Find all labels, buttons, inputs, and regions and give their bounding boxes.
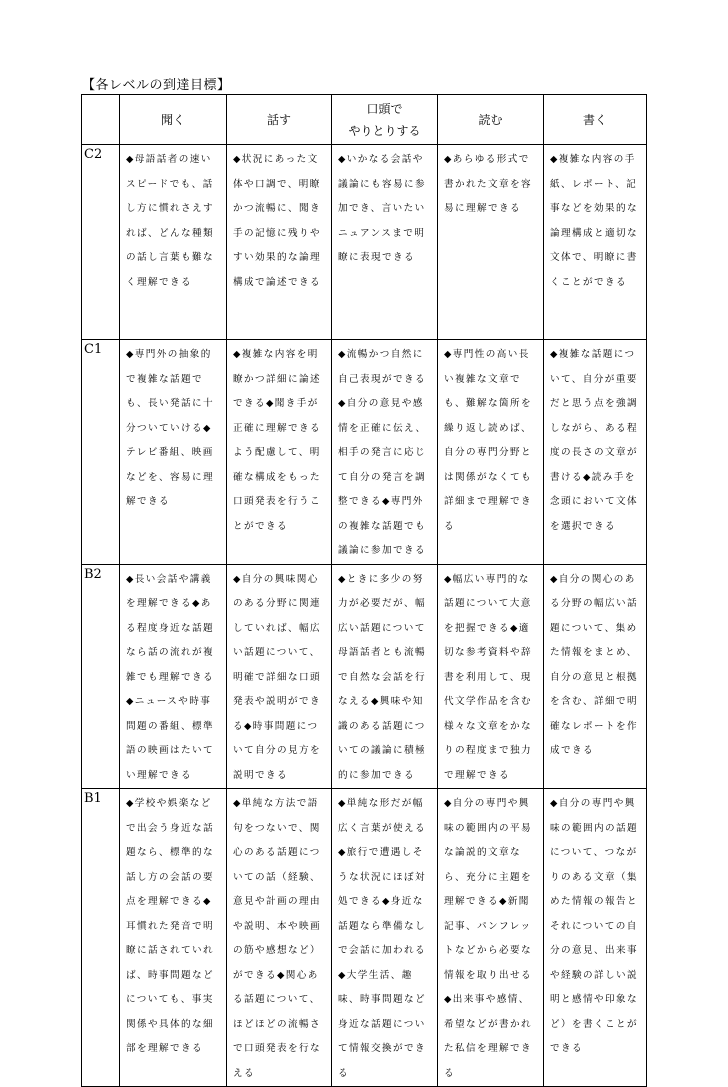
level-goals-table: [81, 94, 647, 1087]
table-cell: ◆状況にあった文体や口調で、明瞭かつ流暢に、聞き手の記憶に残りやすい効果的な論理構成で論述できる: [227, 145, 332, 340]
table-row: [82, 789, 647, 1087]
table-cell: ◆母語話者の速いスピードでも、話し方に慣れさえすれば、どんな種類の話し言葉も難なく理解できる: [120, 145, 227, 340]
table-cell: ◆専門性の高い長い複雑な文章でも、難解な箇所を繰り返し読めば、自分の専門分野とは関係がなくても詳細まで理解できる: [438, 340, 544, 565]
table-cell: ◆流暢かつ自然に自己表現ができる◆自分の意見や感情を正確に伝え、相手の発言に応じて自分の発言を調整できる◆専門外の複雑な話題でも議論に参加できる: [332, 340, 438, 565]
level-label: C2: [82, 145, 120, 340]
level-label: C1: [82, 340, 120, 565]
table-cell: ◆幅広い専門的な話題について大意を把握できる◆適切な参考資料や辞書を利用して、現代文学作品を含む様々な文章をかなりの程度まで独力で理解できる: [438, 564, 544, 789]
table-cell: ◆複雑な内容の手紙、レポート、記事などを効果的な論理構成と適切な文体で、明瞭に書くことができる: [544, 145, 647, 340]
table-row: [82, 145, 647, 340]
table-cell: ◆単純な形だが幅広く言葉が使える◆旅行で遭遇しそうな状況にほぼ対処できる◆身近な話題なら準備なしで会話に加われる◆大学生活、趣味、時事問題など身近な話題について情報交換ができる: [332, 789, 438, 1087]
table-cell: ◆自分の専門や興味の範囲内の話題について、つながりのある文章（集めた情報の報告とそれについての自分の意見、出来事や経験の詳しい説明と感情や印象など）を書くことができる: [544, 789, 647, 1087]
level-label: B1: [82, 789, 120, 1087]
table-cell: ◆単純な方法で語句をつないで、関心のある話題についての話（経験、意見や計画の理由や説明、本や映画の筋や感想など）ができる◆関心ある話題について、ほどほどの流暢さで口頭発表を行なえる: [227, 789, 332, 1087]
table-cell: ◆複雑な話題について、自分が重要だと思う点を強調しながら、ある程度の長さの文章が書ける◆読み手を念頭において文体を選択できる: [544, 340, 647, 565]
header-corner: [82, 95, 120, 145]
header-interaction: 口頭で やりとりする: [332, 95, 438, 145]
table-cell: ◆あらゆる形式で書かれた文章を容易に理解できる: [438, 145, 544, 340]
table-cell: ◆ときに多少の努力が必要だが、幅広い話題について母語話者とも流暢で自然な会話を行なえる◆興味や知識のある話題についての議論に積極的に参加できる: [332, 564, 438, 789]
header-speaking: 話す: [227, 95, 332, 145]
table-cell: ◆いかなる会話や議論にも容易に参加でき、言いたいニュアンスまで明瞭に表現できる: [332, 145, 438, 340]
table-cell: ◆専門外の抽象的で複雑な話題でも、長い発話に十分ついていける◆テレビ番組、映画などを、容易に理解できる: [120, 340, 227, 565]
header-reading: 読む: [438, 95, 544, 145]
table-row: [82, 340, 647, 565]
table-row: [82, 564, 647, 789]
header-row: [82, 95, 647, 145]
table-cell: ◆学校や娯楽などで出会う身近な話題なら、標準的な話し方の会話の要点を理解できる◆耳慣れた発音で明瞭に話されていれば、時事問題などについても、事実関係や具体的な細部を理解できる: [120, 789, 227, 1087]
header-listening: 聞く: [120, 95, 227, 145]
table-cell: ◆複雑な内容を明瞭かつ詳細に論述できる◆聞き手が正確に理解できるよう配慮して、明確な構成をもった口頭発表を行うことができる: [227, 340, 332, 565]
table-cell: ◆長い会話や講義を理解できる◆ある程度身近な話題なら話の流れが複雑でも理解できる◆ニュースや時事問題の番組、標準語の映画はたいてい理解できる: [120, 564, 227, 789]
level-label: B2: [82, 564, 120, 789]
table-cell: ◆自分の専門や興味の範囲内の平易な論説的文章なら、充分に主題を理解できる◆新聞記事、パンフレットなどから必要な情報を取り出せる◆出来事や感情、希望などが書かれた私信を理解できる: [438, 789, 544, 1087]
table-cell: ◆自分の興味関心のある分野に関連していれば、幅広い話題について、明確で詳細な口頭発表や説明ができる◆時事問題について自分の見方を説明できる: [227, 564, 332, 789]
header-writing: 書く: [544, 95, 647, 145]
page-title: 【各レベルの到達目標】: [82, 78, 231, 93]
table-cell: ◆自分の関心のある分野の幅広い話題について、集めた情報をまとめ、自分の意見と根拠を含む、詳細で明確なレポートを作成できる: [544, 564, 647, 789]
